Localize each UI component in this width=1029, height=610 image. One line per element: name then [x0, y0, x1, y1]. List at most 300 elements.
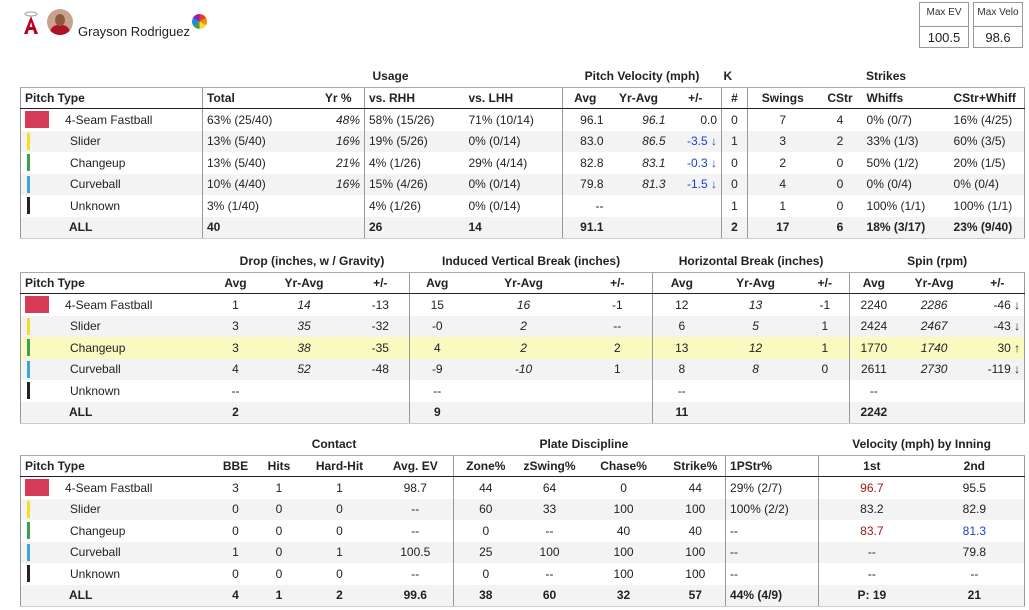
first-pitch-strike-cell: -- — [726, 520, 819, 542]
zswing-pct-cell: 60 — [518, 585, 582, 607]
hits-cell: 0 — [275, 566, 283, 581]
contact-discipline-table — [20, 433, 1025, 607]
pitch-type-name: Changeup — [70, 155, 126, 170]
column-header-row — [21, 88, 1025, 109]
group-usage: Usage — [365, 65, 563, 88]
cstr-cell: 4 — [836, 112, 844, 127]
col-hard-hit: Hard-Hit — [302, 456, 378, 477]
hb-yr-avg-cell: 13 — [748, 297, 763, 312]
table-row — [21, 337, 1025, 359]
vs-rhh-cell: 15% (4/26) — [365, 174, 465, 196]
col-vs-lhh: vs. LHH — [465, 88, 563, 109]
spin-yr-avg-cell — [898, 402, 971, 424]
group-header-row — [21, 65, 1025, 88]
slider-color-swatch — [27, 133, 30, 150]
first-pitch-strike-cell: 29% (2/7) — [726, 477, 819, 499]
ivb-yr-avg-cell: -10 — [465, 359, 583, 381]
table-row — [21, 477, 1025, 499]
col-drop-yr-avg: Yr-Avg — [257, 273, 352, 294]
col-ivb-diff: +/- — [583, 273, 653, 294]
vs-lhh-cell: 71% (10/14) — [465, 109, 563, 131]
ivb-avg-cell: -- — [433, 383, 442, 398]
chase-pct-cell: 0 — [620, 480, 627, 495]
spin-avg-cell: 2424 — [850, 316, 898, 338]
spin-avg-cell: 2240 — [860, 297, 888, 312]
pitch-type-label — [25, 195, 198, 216]
pitch-type-label — [25, 109, 198, 130]
total-cell: 10% (4/40) — [203, 174, 313, 196]
spin-diff-cell: -46 ↓ — [971, 294, 1025, 316]
hb-avg-cell: -- — [677, 383, 686, 398]
zswing-pct-cell: -- — [545, 523, 554, 538]
velo-diff-value: 0.0 — [700, 112, 718, 127]
drop-diff-cell: -35 — [352, 337, 410, 359]
total-cell: 13% (5/40) — [203, 152, 313, 174]
pitch-type-name: Unknown — [70, 198, 121, 213]
chase-pct-cell: 100 — [582, 542, 666, 564]
total-cell: 63% (25/40) — [203, 109, 313, 131]
pitch-type-cell — [21, 380, 215, 402]
strike-pct-cell: 100 — [666, 563, 726, 585]
zone-pct-cell: 38 — [454, 585, 518, 607]
swings-cell: 4 — [748, 174, 818, 196]
pitch-type-label — [25, 174, 198, 195]
table-row — [21, 542, 1025, 564]
spin-diff-cell: -119 ↓ — [971, 359, 1025, 381]
all-row — [21, 217, 1025, 239]
ivb-yr-avg-cell: 2 — [465, 337, 583, 359]
avg-ev-cell: -- — [378, 520, 454, 542]
strike-pct-cell: 44 — [666, 477, 726, 499]
spin-avg-cell: 1770 — [850, 337, 898, 359]
velo-avg-cell: 82.8 — [580, 155, 604, 170]
inning-2-cell: 82.9 — [925, 499, 1025, 521]
inning-2-cell: -- — [925, 563, 1025, 585]
all-label: ALL — [21, 217, 203, 239]
drop-yr-avg-cell: 35 — [257, 316, 352, 338]
max-ev-box — [919, 2, 969, 48]
avg-ev-cell: 100.5 — [378, 542, 454, 564]
col-whiffs: Whiffs — [863, 88, 950, 109]
spin-diff-cell — [971, 402, 1025, 424]
avg-ev-cell: -- — [378, 499, 454, 521]
curveball-color-swatch — [27, 176, 30, 193]
ivb-diff-cell — [583, 380, 653, 402]
pitch-type-name: Curveball — [70, 362, 121, 377]
velo-diff-cell — [670, 109, 722, 131]
unknown-color-swatch — [27, 382, 30, 399]
hard-hit-cell: 1 — [302, 542, 378, 564]
drop-diff-cell — [352, 380, 410, 402]
drop-avg-cell: -- — [231, 383, 240, 398]
hard-hit-cell: 1 — [336, 480, 343, 495]
drop-yr-avg-cell: 52 — [257, 359, 352, 381]
hb-avg-cell: 12 — [675, 297, 689, 312]
spin-diff-cell: 30 ↑ — [971, 337, 1025, 359]
velo-avg-cell: 96.1 — [580, 112, 604, 127]
pitch-type-cell — [21, 477, 215, 499]
unknown-color-swatch — [27, 197, 30, 214]
hb-yr-avg-cell: 8 — [711, 359, 801, 381]
hits-cell: 0 — [275, 523, 283, 538]
pitch-type-name: Curveball — [70, 545, 121, 560]
cstr-cell: 0 — [818, 174, 863, 196]
pitch-type-cell — [21, 337, 215, 359]
k-cell: 2 — [722, 217, 748, 239]
inning-1-cell: -- — [819, 542, 925, 564]
pitch-type-label — [25, 294, 211, 315]
swings-cell: 17 — [748, 217, 818, 239]
k-cell: 1 — [722, 195, 748, 217]
hits-cell: 1 — [257, 585, 302, 607]
vs-lhh-cell: 14 — [465, 217, 563, 239]
pitch-type-label — [25, 380, 211, 401]
pitch-type-name: Changeup — [70, 523, 126, 538]
group-velo-by-inning: Velocity (mph) by Inning — [819, 433, 1025, 456]
spin-yr-avg-cell — [898, 380, 971, 402]
ivb-avg-cell: 15 — [430, 297, 444, 312]
4-seam-fastball-color-swatch — [25, 479, 49, 496]
velo-diff-cell — [670, 195, 722, 217]
hits-cell: 1 — [275, 480, 283, 495]
group-strikes: Strikes — [748, 65, 1025, 88]
zswing-pct-cell: -- — [545, 566, 554, 581]
drop-avg-cell: 2 — [215, 402, 257, 424]
ivb-yr-avg-cell — [465, 380, 583, 402]
zswing-pct-cell: 33 — [518, 499, 582, 521]
k-cell: 0 — [722, 109, 748, 131]
hb-diff-cell: 1 — [801, 337, 850, 359]
pitch-type-cell — [21, 195, 203, 217]
hb-yr-avg-cell — [711, 380, 801, 402]
ivb-yr-avg-cell: 16 — [516, 297, 531, 312]
first-pitch-strike-cell: -- — [726, 542, 819, 564]
pitch-type-name: Slider — [70, 134, 101, 149]
col-inning-2: 2nd — [925, 456, 1025, 477]
changeup-color-swatch — [27, 522, 30, 539]
velo-yr-avg-cell — [608, 195, 670, 217]
pitch-type-name: 4-Seam Fastball — [65, 112, 153, 127]
pinwheel-icon — [192, 14, 207, 29]
col-zswing-pct: zSwing% — [518, 456, 582, 477]
inning-1-cell: 83.2 — [819, 499, 925, 521]
total-cell: 3% (1/40) — [203, 195, 313, 217]
strike-pct-cell: 100 — [666, 542, 726, 564]
spin-yr-avg-cell: 1740 — [898, 337, 971, 359]
velo-yr-avg-cell: 83.1 — [642, 155, 666, 170]
max-velo-label: Max Velo — [977, 7, 1019, 18]
spin-yr-avg-cell: 2730 — [898, 359, 971, 381]
hb-avg-cell: 13 — [653, 337, 711, 359]
first-pitch-strike-cell: 100% (2/2) — [726, 499, 819, 521]
max-velo-value: 98.6 — [974, 26, 1022, 45]
group-k: K — [722, 65, 748, 88]
changeup-color-swatch — [27, 339, 30, 356]
pitch-type-name: Slider — [70, 319, 101, 334]
whiffs-cell: 33% (1/3) — [863, 131, 950, 153]
curveball-color-swatch — [27, 544, 30, 561]
col-total: Total — [203, 88, 313, 109]
col-ivb-avg: Avg — [410, 273, 465, 294]
group-header-row — [21, 433, 1025, 456]
col-pitch-type: Pitch Type — [21, 273, 215, 294]
bbe-cell: 0 — [232, 566, 239, 581]
group-spin: Spin (rpm) — [850, 250, 1025, 273]
whiffs-cell: 50% (1/2) — [866, 155, 919, 170]
col-1pstr-pct: 1PStr% — [726, 456, 819, 477]
hb-diff-cell — [801, 380, 850, 402]
velo-diff-cell — [670, 152, 722, 174]
velo-avg-cell: 79.8 — [563, 174, 608, 196]
hb-diff-cell: 1 — [801, 316, 850, 338]
drop-avg-cell: 3 — [215, 316, 257, 338]
spin-diff-cell — [971, 380, 1025, 402]
col-spin-diff: +/- — [971, 273, 1025, 294]
vs-rhh-cell: 4% (1/26) — [369, 155, 422, 170]
chase-pct-cell: 40 — [616, 523, 631, 538]
col-velo-diff: +/- — [670, 88, 722, 109]
velo-diff-value: -3.5 — [686, 134, 708, 149]
col-cstr: CStr — [818, 88, 863, 109]
vs-rhh-cell: 58% (15/26) — [369, 112, 435, 127]
col-velo-avg: Avg — [563, 88, 608, 109]
pitch-type-name: Curveball — [70, 177, 121, 192]
movement-spin-table — [20, 250, 1025, 424]
col-k: # — [722, 88, 748, 109]
hb-diff-cell: 0 — [801, 359, 850, 381]
k-cell: 0 — [722, 174, 748, 196]
cstr-cell: 0 — [836, 155, 844, 170]
vs-lhh-cell: 0% (0/14) — [465, 131, 563, 153]
col-pitch-type: Pitch Type — [21, 88, 203, 109]
col-bbe: BBE — [215, 456, 257, 477]
unknown-color-swatch — [27, 565, 30, 582]
inning-1-cell: 96.7 — [860, 480, 884, 495]
pitch-type-name: Unknown — [70, 383, 121, 398]
max-ev-label: Max EV — [926, 7, 962, 18]
total-cell: 13% (5/40) — [203, 131, 313, 153]
strike-pct-cell: 57 — [666, 585, 726, 607]
inning-2-cell: 79.8 — [925, 542, 1025, 564]
ivb-diff-cell — [583, 402, 653, 424]
hard-hit-cell: 0 — [302, 499, 378, 521]
vs-lhh-cell: 0% (0/14) — [465, 174, 563, 196]
hb-yr-avg-cell: 5 — [711, 316, 801, 338]
table-row — [21, 195, 1025, 217]
drop-diff-cell: -13 — [352, 294, 410, 316]
pitch-type-cell — [21, 109, 203, 131]
hb-diff-cell: -1 — [801, 294, 850, 316]
table-row — [21, 152, 1025, 174]
velo-avg-cell: 91.1 — [563, 217, 608, 239]
pitch-type-name: Unknown — [70, 566, 121, 581]
velo-diff-cell — [670, 217, 722, 239]
pitch-type-cell — [21, 174, 203, 196]
vs-rhh-cell: 4% (1/26) — [369, 198, 422, 213]
hb-avg-cell: 8 — [653, 359, 711, 381]
cstr-whiff-cell: 0% (0/4) — [950, 174, 1025, 196]
drop-yr-avg-cell: 38 — [257, 337, 352, 359]
pitch-type-cell — [21, 359, 215, 381]
swings-cell: 2 — [779, 155, 787, 170]
bbe-cell: 3 — [232, 480, 239, 495]
velo-yr-avg-cell: 86.5 — [608, 131, 670, 153]
player-avatar — [47, 9, 73, 35]
whiffs-cell: 18% (3/17) — [863, 217, 950, 239]
chase-pct-cell: 100 — [613, 566, 634, 581]
ivb-avg-cell: -0 — [410, 316, 465, 338]
pitch-type-name: 4-Seam Fastball — [65, 297, 153, 312]
pitch-type-label — [25, 131, 198, 152]
all-label: ALL — [21, 402, 215, 424]
chase-pct-cell: 100 — [582, 499, 666, 521]
hb-avg-cell: 6 — [653, 316, 711, 338]
chase-pct-cell: 32 — [582, 585, 666, 607]
col-hb-yr-avg: Yr-Avg — [711, 273, 801, 294]
pitch-type-cell — [21, 316, 215, 338]
yr-pct-cell — [313, 195, 365, 217]
player-name: Grayson Rodriguez — [78, 24, 190, 39]
first-pitch-strike-cell: -- — [726, 563, 819, 585]
cstr-cell: 2 — [818, 131, 863, 153]
cstr-whiff-cell: 60% (3/5) — [950, 131, 1025, 153]
velo-avg-cell: 83.0 — [563, 131, 608, 153]
ivb-avg-cell: 9 — [410, 402, 465, 424]
table-row — [21, 294, 1025, 316]
vs-lhh-cell: 29% (4/14) — [465, 152, 563, 174]
table-row — [21, 359, 1025, 381]
spin-avg-cell: 2611 — [850, 359, 898, 381]
zone-pct-cell: 0 — [482, 566, 490, 581]
col-velo-yr-avg: Yr-Avg — [608, 88, 670, 109]
group-ivb: Induced Vertical Break (inches) — [410, 250, 653, 273]
col-hb-avg: Avg — [653, 273, 711, 294]
group-pitch-velocity: Pitch Velocity (mph) — [563, 65, 722, 88]
ivb-diff-cell: -- — [583, 316, 653, 338]
cstr-cell: 6 — [818, 217, 863, 239]
inning-1-cell: P: 19 — [819, 585, 925, 607]
table-row — [21, 520, 1025, 542]
pitch-type-label — [25, 316, 211, 337]
hard-hit-cell: 2 — [302, 585, 378, 607]
spin-yr-avg-cell: 2467 — [898, 316, 971, 338]
group-contact: Contact — [215, 433, 454, 456]
drop-diff-cell: -48 — [352, 359, 410, 381]
col-chase-pct: Chase% — [582, 456, 666, 477]
pitch-type-label — [25, 359, 211, 380]
strike-pct-cell: 100 — [666, 499, 726, 521]
strike-pct-cell: 40 — [666, 520, 726, 542]
avg-ev-cell: 99.6 — [378, 585, 454, 607]
col-spin-avg: Avg — [850, 273, 898, 294]
zswing-pct-cell: 100 — [518, 542, 582, 564]
bbe-cell: 4 — [215, 585, 257, 607]
col-vs-rhh: vs. RHH — [365, 88, 465, 109]
hb-diff-cell — [801, 402, 850, 424]
inning-2-cell: 81.3 — [925, 520, 1025, 542]
drop-avg-cell: 3 — [215, 337, 257, 359]
spin-yr-avg-cell: 2286 — [920, 297, 948, 312]
slider-color-swatch — [27, 501, 30, 518]
column-header-row — [21, 273, 1025, 294]
table-row — [21, 131, 1025, 153]
vs-lhh-cell: 0% (0/14) — [465, 195, 563, 217]
max-ev-value: 100.5 — [920, 26, 968, 45]
group-plate-discipline: Plate Discipline — [454, 433, 819, 456]
velo-avg-cell: -- — [595, 198, 604, 213]
table-row — [21, 174, 1025, 196]
usage-velocity-table — [20, 65, 1025, 239]
hits-cell: 0 — [257, 499, 302, 521]
yr-pct-cell: 48% — [313, 109, 365, 131]
inning-1-cell: -- — [867, 566, 876, 581]
all-row — [21, 585, 1025, 607]
bbe-cell: 0 — [232, 523, 239, 538]
spin-diff-cell: -43 ↓ — [971, 316, 1025, 338]
ivb-avg-cell: -9 — [410, 359, 465, 381]
zone-pct-cell: 60 — [454, 499, 518, 521]
velo-yr-avg-cell: 81.3 — [608, 174, 670, 196]
curveball-color-swatch — [27, 361, 30, 378]
swings-cell: 3 — [748, 131, 818, 153]
drop-yr-avg-cell — [257, 402, 352, 424]
col-zone-pct: Zone% — [454, 456, 518, 477]
col-pitch-type: Pitch Type — [21, 456, 215, 477]
down-arrow-icon: ↓ — [711, 134, 718, 149]
swings-cell: 1 — [779, 198, 787, 213]
down-arrow-icon: ↓ — [711, 155, 718, 170]
velo-yr-avg-cell: 96.1 — [642, 112, 666, 127]
pitch-type-label — [25, 337, 211, 358]
cstr-whiff-cell: 16% (4/25) — [950, 109, 1025, 131]
spin-avg-cell: -- — [869, 383, 878, 398]
avg-ev-cell: 98.7 — [378, 477, 454, 499]
all-label: ALL — [21, 585, 215, 607]
group-header-row — [21, 250, 1025, 273]
ivb-diff-cell: 1 — [583, 359, 653, 381]
total-cell: 40 — [203, 217, 313, 239]
whiffs-cell: 0% (0/4) — [863, 174, 950, 196]
slider-color-swatch — [27, 318, 30, 335]
zone-pct-cell: 25 — [454, 542, 518, 564]
pitch-type-label — [25, 542, 211, 563]
pitch-type-label — [25, 152, 198, 173]
inning-2-cell: 21 — [925, 585, 1025, 607]
ivb-yr-avg-cell: 2 — [465, 316, 583, 338]
4-seam-fastball-color-swatch — [25, 111, 49, 128]
velo-diff-cell — [670, 174, 722, 196]
velo-diff-value: -1.5 — [686, 177, 708, 192]
col-drop-avg: Avg — [215, 273, 257, 294]
hb-yr-avg-cell: 12 — [711, 337, 801, 359]
velo-yr-avg-cell — [608, 217, 670, 239]
pitch-type-cell — [21, 499, 215, 521]
yr-pct-cell — [313, 217, 365, 239]
pitch-type-label — [25, 499, 211, 520]
drop-avg-cell: 4 — [215, 359, 257, 381]
col-drop-diff: +/- — [352, 273, 410, 294]
pitch-type-cell — [21, 542, 215, 564]
pitch-type-cell — [21, 131, 203, 153]
col-cstr-whiff: CStr+Whiff — [950, 88, 1025, 109]
col-hb-diff: +/- — [801, 273, 850, 294]
vs-rhh-cell: 19% (5/26) — [365, 131, 465, 153]
col-strike-pct: Strike% — [666, 456, 726, 477]
col-avg-ev: Avg. EV — [378, 456, 454, 477]
max-velo-box — [973, 2, 1023, 48]
drop-diff-cell — [352, 402, 410, 424]
vs-rhh-cell: 26 — [365, 217, 465, 239]
